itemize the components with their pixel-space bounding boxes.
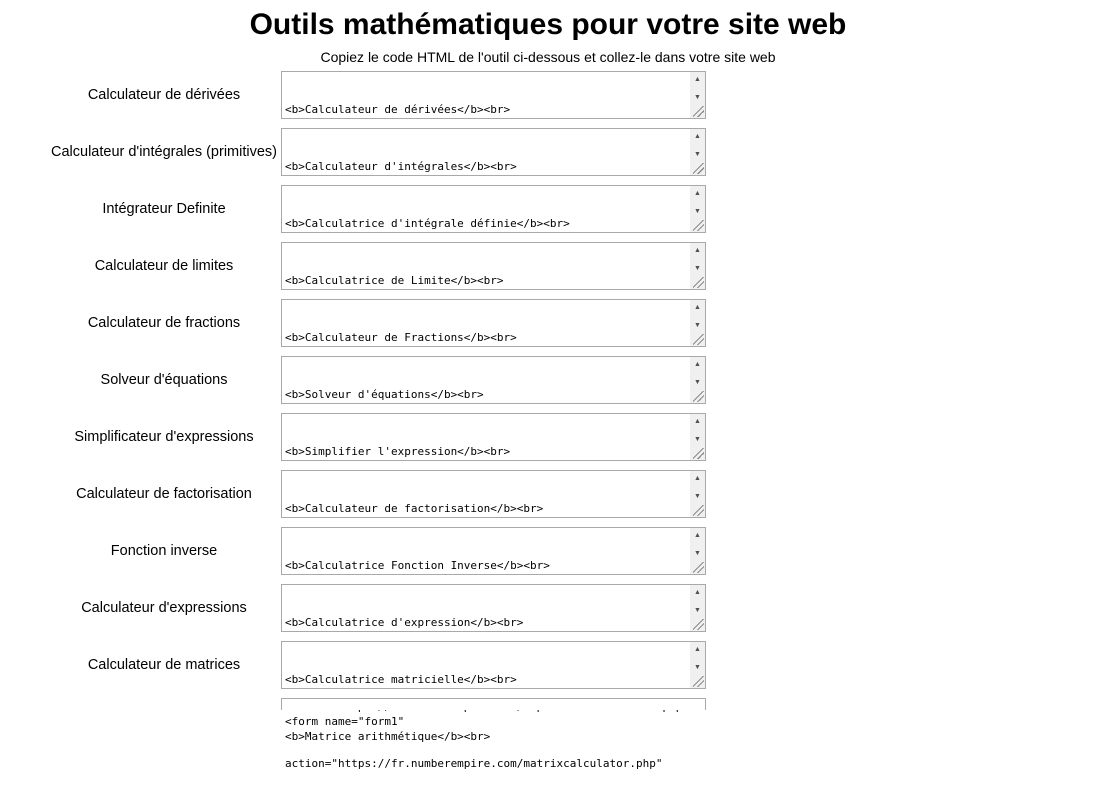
scroll-up-arrow-icon[interactable]: ▲ xyxy=(694,76,701,83)
tool-row xyxy=(0,242,1056,299)
scroll-down-arrow-icon[interactable]: ▼ xyxy=(694,265,701,272)
resize-grip-icon[interactable] xyxy=(693,277,704,288)
code-textarea[interactable] xyxy=(281,356,706,404)
scroll-down-arrow-icon[interactable]: ▼ xyxy=(694,379,701,386)
page-title: Outils mathématiques pour votre site web xyxy=(249,8,847,41)
resize-grip-icon[interactable] xyxy=(693,106,704,117)
page-subtitle: Copiez le code HTML de l'outil ci-dessous et collez-le dans votre site web xyxy=(320,49,776,65)
code-textarea[interactable] xyxy=(281,527,706,575)
tool-label: Fonction inverse xyxy=(110,543,218,559)
scroll-down-arrow-icon[interactable]: ▼ xyxy=(694,607,701,614)
resize-grip-icon[interactable] xyxy=(693,505,704,516)
code-line: action="https://fr.numberempire.com/matrixcalculator.php" xyxy=(285,757,663,770)
code-line: <b>Calculatrice d'intégrale définie</b><br> xyxy=(285,217,570,230)
scroll-up-arrow-icon[interactable]: ▲ xyxy=(694,532,701,539)
scroll-up-arrow-icon[interactable]: ▲ xyxy=(694,133,701,140)
scroll-up-arrow-icon[interactable]: ▲ xyxy=(694,418,701,425)
scroll-up-arrow-icon[interactable]: ▲ xyxy=(694,589,701,596)
scroll-up-arrow-icon[interactable]: ▲ xyxy=(694,475,701,482)
resize-grip-icon[interactable] xyxy=(693,163,704,174)
tool-label: Simplificateur d'expressions xyxy=(74,429,254,445)
scroll-down-arrow-icon[interactable]: ▼ xyxy=(694,493,701,500)
resize-grip-icon[interactable] xyxy=(693,619,704,630)
code-line: <b>Matrice arithmétique</b><br> xyxy=(285,730,491,743)
code-line: <b>Calculatrice d'expression</b><br> xyxy=(285,616,524,629)
resize-grip-icon[interactable] xyxy=(693,562,704,573)
resize-grip-icon[interactable] xyxy=(693,391,704,402)
tool-label xyxy=(44,698,284,746)
code-line: <b>Calculatrice Fonction Inverse</b><br> xyxy=(285,559,550,572)
code-textarea[interactable] xyxy=(281,242,706,290)
resize-grip-icon[interactable] xyxy=(693,220,704,231)
tool-label: Calculateur de limites xyxy=(94,258,234,274)
resize-grip-icon[interactable] xyxy=(693,334,704,345)
tool-label: Calculateur d'expressions xyxy=(81,600,247,616)
scroll-down-arrow-icon[interactable]: ▼ xyxy=(694,550,701,557)
scroll-up-arrow-icon[interactable]: ▲ xyxy=(694,361,701,368)
tool-row xyxy=(0,356,1056,413)
scroll-up-arrow-icon[interactable]: ▲ xyxy=(694,247,701,254)
tool-row xyxy=(0,698,1056,755)
code-line: <b>Simplifier l'expression</b><br> xyxy=(285,445,511,458)
resize-grip-icon[interactable] xyxy=(693,676,704,687)
code-content xyxy=(285,702,688,772)
code-textarea[interactable] xyxy=(281,413,706,461)
scroll-up-arrow-icon[interactable]: ▲ xyxy=(694,646,701,653)
code-line: <b>Calculateur de factorisation</b><br> xyxy=(285,502,544,515)
scroll-down-arrow-icon[interactable]: ▼ xyxy=(694,94,701,101)
tool-label: Calculateur d'intégrales (primitives) xyxy=(51,144,277,160)
tool-label: Calculateur de matrices xyxy=(87,657,241,673)
resize-grip-icon[interactable] xyxy=(693,448,704,459)
scroll-down-arrow-icon[interactable]: ▼ xyxy=(694,664,701,671)
tool-row xyxy=(0,584,1056,641)
code-line: <b>Calculateur de dérivées</b><br> xyxy=(285,103,511,116)
code-textarea[interactable] xyxy=(281,71,706,119)
tools-list xyxy=(0,71,1056,770)
tool-label: Calculateur de fractions xyxy=(87,315,241,331)
code-textarea[interactable] xyxy=(281,584,706,632)
tool-row xyxy=(0,128,1056,185)
tool-row xyxy=(0,299,1056,356)
tool-row xyxy=(0,470,1056,527)
code-line: <b>Solveur d'équations</b><br> xyxy=(285,388,484,401)
scroll-up-arrow-icon[interactable]: ▲ xyxy=(694,304,701,311)
code-textarea[interactable] xyxy=(281,470,706,518)
scroll-up-arrow-icon[interactable]: ▲ xyxy=(694,190,701,197)
scroll-down-arrow-icon[interactable]: ▼ xyxy=(694,208,701,215)
tool-label: Calculateur de dérivées xyxy=(87,87,241,103)
tool-label: Intégrateur Definite xyxy=(102,201,226,217)
tool-row xyxy=(0,413,1056,470)
scroll-down-arrow-icon[interactable]: ▼ xyxy=(694,436,701,443)
scroll-down-arrow-icon[interactable]: ▼ xyxy=(694,322,701,329)
code-textarea[interactable] xyxy=(281,128,706,176)
code-line: <b>Calculateur d'intégrales</b><br> xyxy=(285,160,517,173)
tool-row xyxy=(0,527,1056,584)
tool-row xyxy=(0,185,1056,242)
code-textarea[interactable] xyxy=(281,185,706,233)
code-line: <form name="form1" xyxy=(285,715,405,728)
code-line: <b>Calculateur de Fractions</b><br> xyxy=(285,331,517,344)
code-textarea[interactable] xyxy=(281,299,706,347)
code-line: <b>Calculatrice matricielle</b><br> xyxy=(285,673,517,686)
tool-label: Calculateur de factorisation xyxy=(76,486,252,502)
scroll-down-arrow-icon[interactable]: ▼ xyxy=(694,151,701,158)
code-line: <b>Calculatrice de Limite</b><br> xyxy=(285,274,504,287)
tool-row xyxy=(0,71,1056,128)
tool-label: Solveur d'équations xyxy=(100,372,228,388)
